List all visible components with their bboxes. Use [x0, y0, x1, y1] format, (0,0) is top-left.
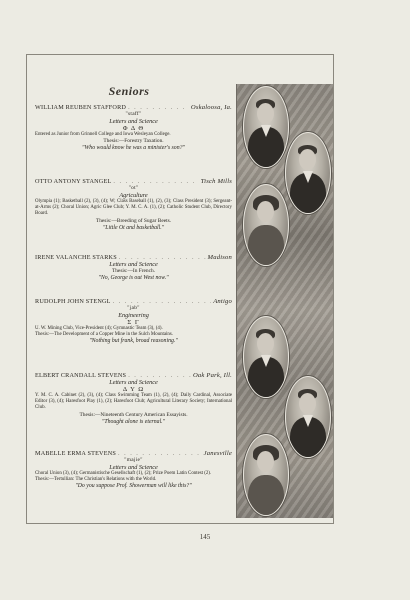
- student-name: MABELLE ERMA STEVENS: [35, 450, 117, 457]
- nickname: "ot": [128, 185, 139, 191]
- portrait-photo: [243, 434, 289, 516]
- section-heading: Seniors: [108, 84, 150, 98]
- quote: "Little Ot and basketball.": [102, 224, 165, 231]
- hometown: Oskaloosa, Ia.: [190, 104, 232, 111]
- name-row: [35, 372, 232, 379]
- leader-dots: [113, 178, 198, 185]
- thesis: Thesis:—Breeding of Sugar Beets.: [95, 217, 172, 224]
- leader-dots: [128, 104, 189, 111]
- activities: Entered as Junior from Grinnell College and Iowa Wesleyan College.: [35, 132, 171, 137]
- course: Engineering: [118, 312, 149, 319]
- hometown: Oak Park, Ill.: [192, 372, 232, 379]
- activities: Choral Union (3), (4); Germanistische Gesellschaft (1), (2); Prize Poem Latin Contest (2).: [35, 471, 212, 476]
- portrait-panel: [236, 84, 333, 518]
- name-row: [35, 104, 232, 111]
- senior-entry: [35, 104, 232, 152]
- course: Agriculture: [119, 192, 148, 199]
- senior-entry: [35, 372, 232, 426]
- quote: "No, George is out West now.": [98, 275, 169, 281]
- student-name: IRENE VALANCHE STARKS: [35, 254, 117, 261]
- quote: "Thought alone is eternal.": [101, 418, 166, 425]
- senior-entry: [35, 254, 232, 282]
- hometown: Tisch Mills: [200, 178, 232, 185]
- quote: "Who would know he was a minister's son?": [82, 145, 185, 152]
- quote: "Do you suppose Prof. Showerman will like this?": [75, 483, 192, 490]
- thesis: Thesis:—The Development of a Copper Mine in the Sulch Mountains.: [35, 332, 174, 338]
- greek-letters: Φ Δ Θ: [122, 125, 145, 132]
- name-row: [35, 298, 232, 305]
- thesis: Thesis:—Nineteenth Century American Essayists.: [79, 411, 188, 418]
- greek-letters: Δ Υ Ω: [122, 386, 145, 393]
- nickname: "majie": [124, 457, 143, 463]
- quote: "Nothing but frank, broad reasoning.": [89, 338, 178, 345]
- thesis: Thesis:—In French.: [111, 268, 156, 274]
- student-name: ELBERT CRANDALL STEVENS: [35, 372, 127, 379]
- activities: U. W. Mining Club, Vice-President (4); Gymnastic Team (3), (4).: [35, 326, 163, 331]
- thesis: Thesis:—Tertullian: The Christian's Relations with the World.: [35, 477, 157, 483]
- portrait-photo: [285, 376, 331, 458]
- name-row: [35, 178, 232, 185]
- page-number: 145: [199, 533, 211, 541]
- course: Letters and Science: [109, 379, 158, 386]
- leader-dots: [128, 372, 191, 379]
- student-name: RUDOLPH JOHN STENGL: [35, 298, 111, 305]
- course: Letters and Science: [109, 261, 158, 268]
- portrait-photo: [285, 132, 331, 214]
- activities: Olympia (1); Basketball (2), (3), (4); W; Class Baseball (1), (2), (3); Class President (3); Sergeant-at-Arms (2); Choral Union; Agric Glee Club; Y. M. C. A. (1), (2); Catholic Student Club, Directory Board.: [35, 199, 232, 217]
- hometown: Madison: [207, 254, 232, 261]
- activities: Y. M. C. A. Cabinet (2), (3), (4); Class Swimming Team (1), (2), (4); Daily Cardinal, Associate Editor (3), (4); Haresfoot Play (1), (2); Haresfoot Club; Agricultural Literary Society; International Club.: [35, 393, 232, 411]
- portrait-photo: [243, 86, 289, 168]
- name-row: [35, 450, 232, 457]
- portrait-photo: [243, 184, 289, 266]
- name-row: [35, 254, 232, 261]
- hometown: Janesville: [203, 450, 232, 457]
- student-name: WILLIAM REUBEN STAFFORD: [35, 104, 127, 111]
- student-name: OTTO ANTONY STANGEL: [35, 178, 112, 185]
- leader-dots: [119, 254, 206, 261]
- course: Letters and Science: [109, 464, 158, 471]
- thesis: Thesis:—Forestry Taxation.: [103, 138, 164, 145]
- portrait-photo: [243, 316, 289, 398]
- nickname: "staff": [125, 111, 142, 117]
- senior-entry: [35, 298, 232, 345]
- senior-entry: [35, 450, 232, 490]
- nickname: "jab": [127, 305, 140, 311]
- senior-entry: [35, 178, 232, 232]
- course: Letters and Science: [109, 118, 158, 125]
- greek-letters: Σ Γ: [127, 319, 140, 326]
- leader-dots: [113, 298, 212, 305]
- hometown: Antigo: [213, 298, 232, 305]
- leader-dots: [118, 450, 202, 457]
